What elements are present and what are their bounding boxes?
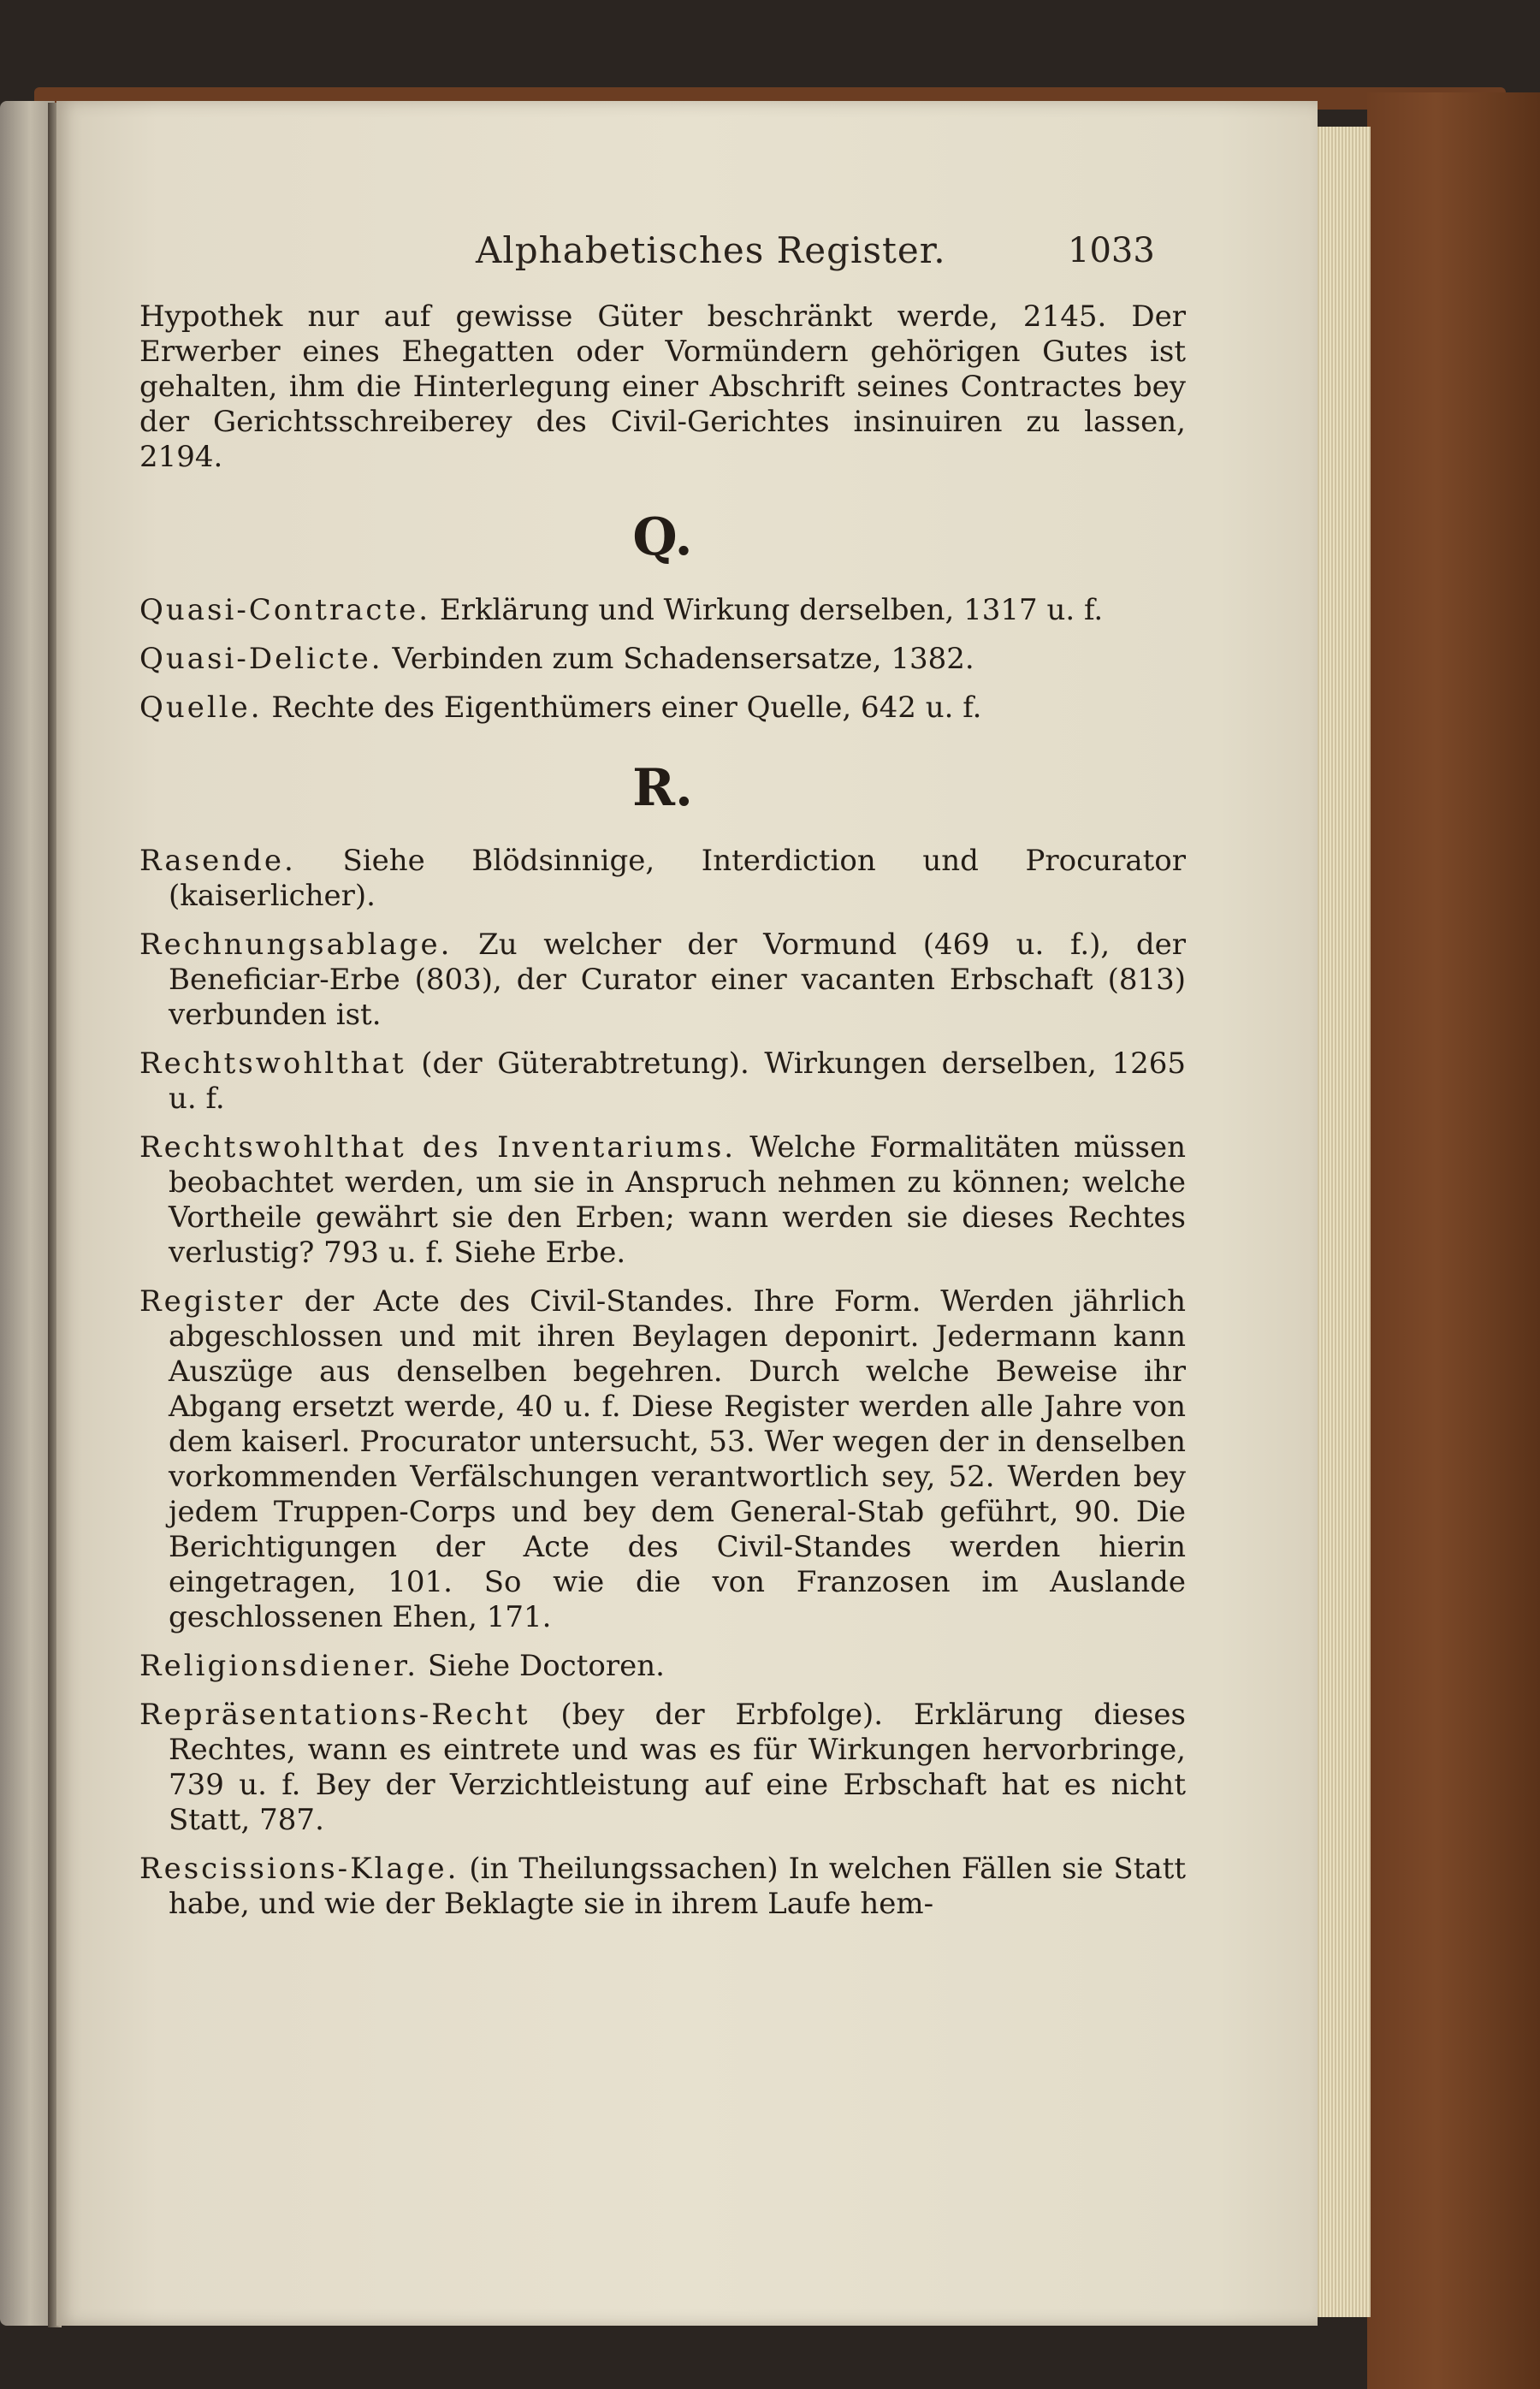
register-entry [139, 1649, 1186, 1684]
register-entry [139, 1046, 1186, 1117]
entry-text: Erklärung und Wirkung derselben, 1317 u. f. [439, 593, 1104, 627]
entry-text: (bey der Erbfolge). Erklärung dieses Rechtes, wann es eintrete und was es für Wirkungen hervorbringe, 739 u. f. Bey der Verzichtleistung auf eine Erbschaft hat es nicht Statt, 787. [169, 1698, 1187, 1837]
page-edges [1316, 127, 1371, 2317]
entry-text: Siehe Blödsinnige, Interdiction und Procurator (kaiserlicher). [169, 844, 1187, 913]
entry-text: (in Theilungssachen) In welchen Fällen sie Statt habe, und wie der Beklagte sie in ihrem Laufe hem- [169, 1852, 1186, 1921]
entry-head: Rechtswohlthat [139, 1046, 406, 1081]
section-letter-q: Q. [632, 507, 693, 567]
entry-head: Rechnungsablage. [139, 928, 453, 962]
register-entry [139, 1698, 1186, 1838]
register-entry [139, 1284, 1186, 1635]
register-entry [139, 1130, 1186, 1271]
entry-text: Verbinden zum Schadensersatze, 1382. [392, 642, 974, 676]
book-page [56, 101, 1318, 2326]
entry-head: Rasende. [139, 844, 296, 878]
book-cover-right [1367, 92, 1540, 2389]
register-entry [139, 1852, 1186, 1922]
register-entry [139, 691, 1186, 726]
entry-text: der Acte des Civil-Standes. Ihre Form. Werden jährlich abgeschlossen und mit ihren Beylagen deponirt. Jedermann kann Auszüge aus denselben begehren. Durch welche Beweise ihr Abgang ersetzt werde, 40 u. f. Diese Register werden alle Jahre von dem kaiserl. Procurator untersucht, 53. Wer wegen der in denselben vorkommenden Verfälschungen verantwortlich sey, 52. Werden bey jedem Truppen-Corps und bey dem General-Stab geführt, 90. Die Berichtigungen der Acte des Civil-Standes werden hierin eingetragen, 101. So wie die von Franzosen im Auslande geschlossenen Ehen, 171. [169, 1284, 1186, 1634]
left-page-edge [0, 101, 55, 2326]
register-entry [139, 928, 1186, 1033]
entry-text: Rechte des Eigenthümers einer Quelle, 642 u. f. [271, 691, 982, 725]
entry-head: Quelle. [139, 691, 263, 725]
page-number: 1033 [1068, 231, 1155, 270]
register-content [139, 299, 1186, 1936]
register-entry [139, 593, 1186, 628]
entry-text: Siehe Doctoren. [427, 1649, 665, 1683]
entry-text: Welche Formalitäten müssen beobachtet werden, um sie in Anspruch nehmen zu können; welche Vortheile gewährt sie den Erben; wann werden sie dieses Rechtes verlustig? 793 u. f. Siehe Erbe. [169, 1130, 1186, 1270]
entry-head: Register [139, 1284, 285, 1319]
entry-head: Rechtswohlthat des Inventariums. [139, 1130, 737, 1165]
entry-head: Rescissions-Klage. [139, 1852, 459, 1886]
entry-head: Repräsentations-Recht [139, 1698, 530, 1732]
continuation-paragraph: Hypothek nur auf gewisse Güter beschränkt werde, 2145. Der Erwerber eines Ehegatten oder Vormündern gehörigen Gutes ist gehalten, ihm die Hinterlegung einer Abschrift seines Contractes bey der Gerichtsschreiberey des Civil-Gerichtes insinuiren zu lassen, 2194. [139, 299, 1186, 474]
entry-text: (der Güterabtretung). Wirkungen derselben, 1265 u. f. [169, 1046, 1187, 1116]
register-entry [139, 642, 1186, 677]
entry-text: Zu welcher der Vormund (469 u. f.), der Beneficiar-Erbe (803), der Curator einer vacanten Erbschaft (813) verbunden ist. [169, 928, 1187, 1032]
register-entry [139, 844, 1186, 914]
entry-head: Religionsdiener. [139, 1649, 419, 1683]
running-header [56, 229, 1318, 281]
header-title: Alphabetisches Register. [476, 229, 946, 271]
entry-head: Quasi-Contracte. [139, 593, 431, 627]
entry-head: Quasi-Delicte. [139, 642, 383, 676]
section-letter-r: R. [632, 758, 693, 818]
